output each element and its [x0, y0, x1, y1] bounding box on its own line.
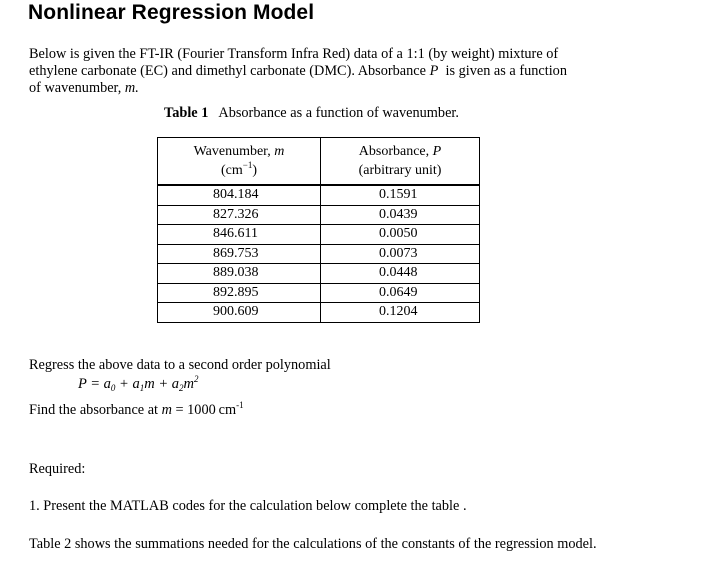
intro-paragraph — [29, 46, 567, 97]
wavenumber-cell: 827.326 — [158, 205, 321, 225]
table-row — [158, 205, 480, 225]
intro-line-1: Below is given the FT-IR (Fourier Transform Infra Red) data of a 1:1 (by weight) mixture of — [29, 46, 559, 62]
wavenumber-cell: 804.184 — [158, 185, 321, 205]
required-heading: Required: — [29, 461, 86, 477]
absorbance-header: Absorbance, P (arbitrary unit) — [321, 138, 480, 186]
wavenumber-cell: 889.038 — [158, 264, 321, 284]
table1-caption-text: Absorbance as a function of wavenumber. — [218, 105, 459, 121]
wavenumber-header: Wavenumber, m $(cm^{-1})$ — [158, 138, 321, 186]
absorbance-cell: 0.1204 — [321, 303, 480, 323]
intro-line-3: of wavenumber, m. — [29, 80, 139, 96]
table-row — [158, 283, 480, 303]
table-row — [158, 303, 480, 323]
table-row — [158, 264, 480, 284]
absorbance-cell: 0.0448 — [321, 264, 480, 284]
wavenumber-cell: 846.611 — [158, 225, 321, 245]
wavenumber-cell: 892.895 — [158, 283, 321, 303]
absorbance-cell: 0.0050 — [321, 225, 480, 245]
regress-instruction: Regress the above data to a second order polynomial — [29, 357, 331, 373]
table1-caption — [164, 105, 459, 122]
absorbance-table — [157, 137, 480, 323]
table2-description: Table 2 shows the summations needed for the calculations of the constants of the regression model. — [29, 536, 597, 552]
table1-caption-label: Table 1 — [164, 105, 209, 121]
table-row — [158, 185, 480, 205]
absorbance-cell: 0.0649 — [321, 283, 480, 303]
polynomial-equation: $P = a_0 + a_1m + a_2m^2$ — [78, 374, 199, 393]
table-row — [158, 244, 480, 264]
wavenumber-cell: 900.609 — [158, 303, 321, 323]
wavenumber-cell: 869.753 — [158, 244, 321, 264]
absorbance-cell: 0.1591 — [321, 185, 480, 205]
table-row — [158, 225, 480, 245]
table-header-row — [158, 138, 480, 186]
absorbance-cell: 0.0073 — [321, 244, 480, 264]
page-title: Nonlinear Regression Model — [28, 1, 315, 24]
absorbance-cell: 0.0439 — [321, 205, 480, 225]
find-instruction: Find the absorbance at m = 1000 $cm^{-1}$ — [29, 400, 244, 418]
requirement-step-1: 1. Present the MATLAB codes for the calculation below complete the table . — [29, 498, 467, 514]
intro-line-2: ethylene carbonate (EC) and dimethyl carbonate (DMC). Absorbance P is given as a function — [29, 63, 567, 79]
